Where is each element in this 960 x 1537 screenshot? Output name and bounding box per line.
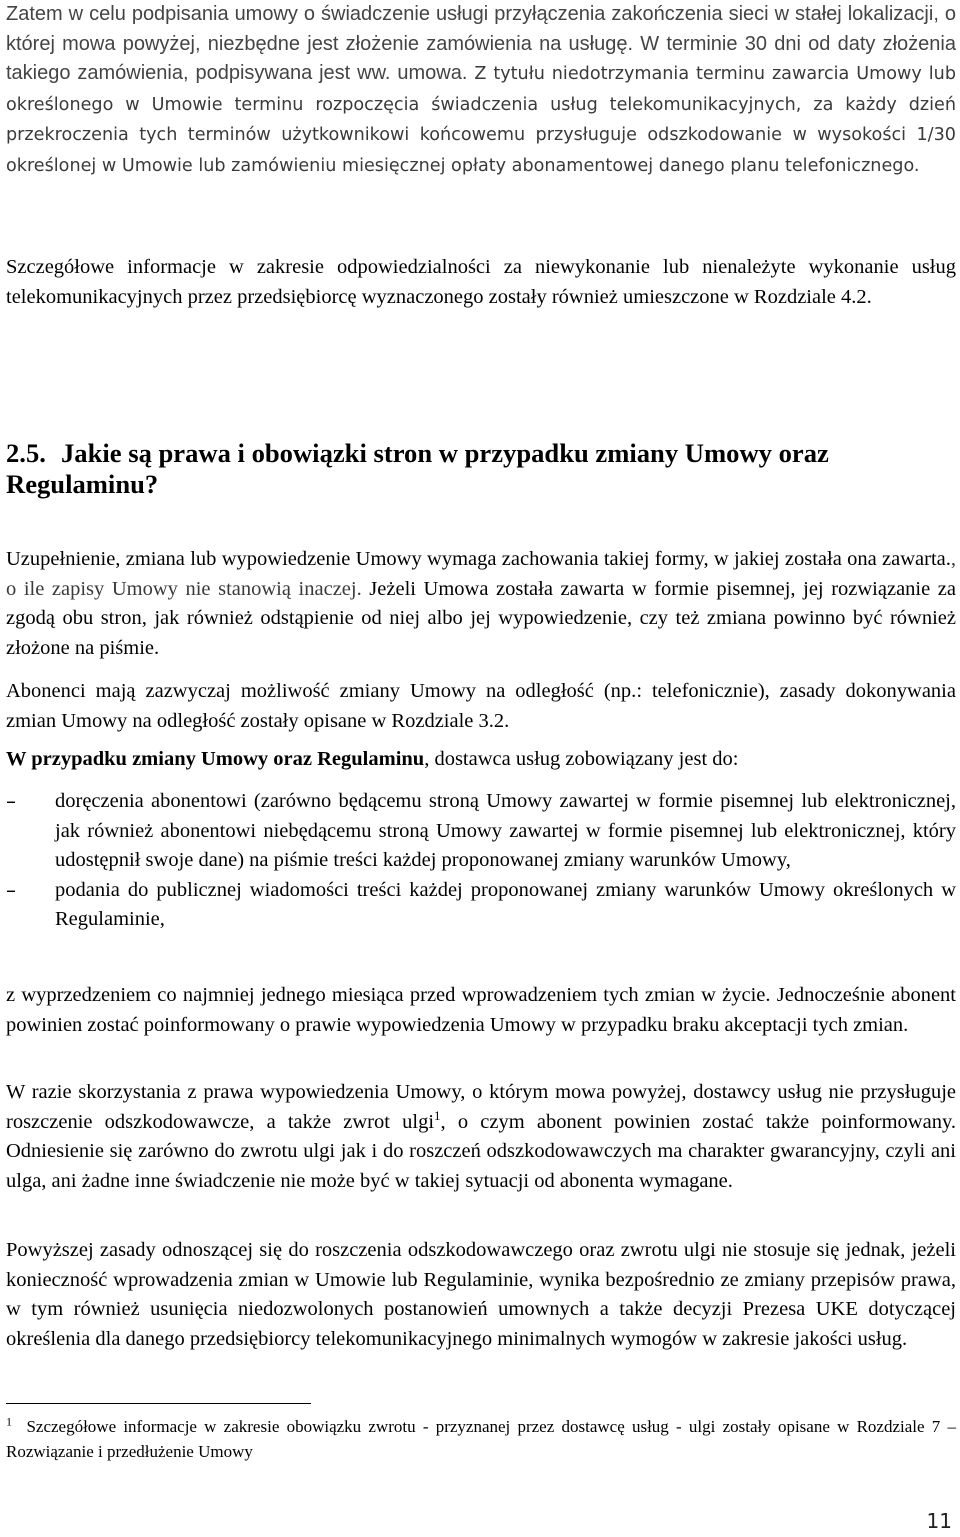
footnote-text: Szczegółowe informacje w zakresie obowiązku zwrotu - przyznanej przez dostawcę usług - ulgi zostały opisane w Rozdziale 7 – Rozwiązanie i przedłużenie Umowy [6, 1417, 956, 1461]
remote-text-1: Abonenci mają zazwyczaj możliwość zmiany Umowy na odległość (np. [6, 680, 637, 702]
advance-notice-paragraph: z wyprzedzeniem co najmniej jednego miesiąca przed wprowadzeniem tych zmian w życie. Jednocześnie abonent powinien zostać poinformowany o prawie wypowiedzenia Umowy w przypadku braku akceptacji tych zmian. [6, 984, 956, 1036]
list-item [6, 876, 956, 935]
list-item [6, 787, 956, 876]
footnote-number: 1 [6, 1414, 12, 1429]
form-text: Uzupełnienie, zmiana lub wypowiedzenie Umowy wymaga zachowania takiej formy, w jakiej została ona zawarta. [6, 548, 951, 570]
provider-obligations-rest: , dostawca usług zobowiązany jest do: [424, 748, 739, 770]
intro-paragraph [6, 0, 956, 181]
footnote-ref: 1 [434, 1107, 441, 1123]
termination-text-1: W razie skorzystania z prawa wypowiedzenia Umowy, o którym mowa powyżej, dostawcy usług nie przysługuje roszczenie odszkodowawcze, a także zwrot ulgi [6, 1081, 956, 1133]
remote-changes-paragraph [6, 677, 956, 736]
form-of-changes-paragraph [6, 545, 956, 663]
footnote-separator [6, 1403, 311, 1404]
liability-details-paragraph: Szczegółowe informacje w zakresie odpowiedzialności za niewykonanie lub nienależyte wykonanie usług telekomunikacyjnych przez przedsiębiorcę wyznaczonego zostały również umieszczone w Rozdziale 4.2. [6, 256, 956, 308]
section-number: 2.5. [6, 438, 46, 468]
written-form-text: Jeżeli Umowa została zawarta w formie pisemnej, jej rozwiązanie za zgodą obu stron, jak również odstąpienie od niej albo jej wypowiedzenie, czy też zmiana powinno być również złożone na piśmie. [6, 577, 956, 659]
page-number: 11 [926, 1509, 952, 1533]
termination-text-2: , o czym abonent powinien zostać także poinformowany. [440, 1110, 957, 1133]
remote-text-2: : telefonicznie), zasady dokonywania zmian Umowy na odległość zostały opisane w Rozdziale 3.2. [6, 680, 956, 732]
section-title: Jakie są prawa i obowiązki stron w przypadku zmiany Umowy oraz Regulaminu? [6, 438, 829, 499]
list-item-text: doręczenia abonentowi (zarówno będącemu stroną Umowy zawartej w formie pisemnej lub elektronicznej, jak również abonentowi niebędącemu stroną Umowy zawartej w formie pisemnej lub elektronicznej, który udostępnił swoje dane) na piśmie treści każdej proponowanej zmiany warunków Umowy, [55, 790, 956, 871]
exception-paragraph: Powyższej zasady odnoszącej się do roszczenia odszkodowawczego oraz zwrotu ulgi nie stosuje się jednak, jeżeli konieczność wprowadzenia zmian w Umowie lub Regulaminie, wynika bezpośrednio ze zmiany przepisów prawa, w tym również usunięcia niedozwolonych postanowień umownych a także decyzji Prezesa UKE dotyczącej określenia dla danego przedsiębiorcy telekomunikacyjnego minimalnych wymogów w zakresie jakości usług. [6, 1239, 956, 1350]
obligations-list [6, 787, 956, 935]
provider-obligations-bold: W przypadku zmiany Umowy oraz Regulaminu [6, 748, 425, 770]
compensation-text: Z tytułu niedotrzymania terminu zawarcia Umowy lub określonego w Umowie terminu rozpoczęcia świadczenia usług telekomunikacyjnych, za każdy dzień przekroczenia tych terminów użytkownikowi końcowemu przysługuje odszkodowanie w wysokości 1/30 określonej w Umowie lub zamówieniu miesięcznej opłaty abonamentowej danego planu telefonicznego. [6, 64, 956, 176]
list-item-text: podania do publicznej wiadomości treści każdej proponowanej zmiany warunków Umowy określonych w Regulaminie, [55, 878, 956, 930]
dash-bullet: – [6, 877, 16, 902]
footnote [6, 1415, 956, 1464]
section-heading [6, 438, 956, 500]
provider-obligations-intro [6, 745, 956, 775]
intro-highlight: Zatem w celu podpisania umowy o świadczenie usługi przyłączenia zakończenia sieci w stałej lokalizacji, o której mowa powyżej, niezbędne jest złożenie zamówienia na usługę. W terminie 30 dni od daty złożenia takiego zamówienia, podpisywana jest ww. umowa. [6, 3, 956, 84]
termination-right-paragraph [6, 1078, 956, 1196]
dash-bullet: – [6, 789, 16, 813]
form-exception-text: , o ile zapisy Umowy nie stanowią inaczej. [6, 548, 956, 600]
termination-text-3: Odniesienie się zarówno do zwrotu ulgi jak i do roszczeń odszkodowawczych ma charakter gwarancyjny, czyli ani ulga, ani żadne inne świadczenie nie może być w takiej sytuacji od abonenta wymagane. [6, 1140, 956, 1192]
